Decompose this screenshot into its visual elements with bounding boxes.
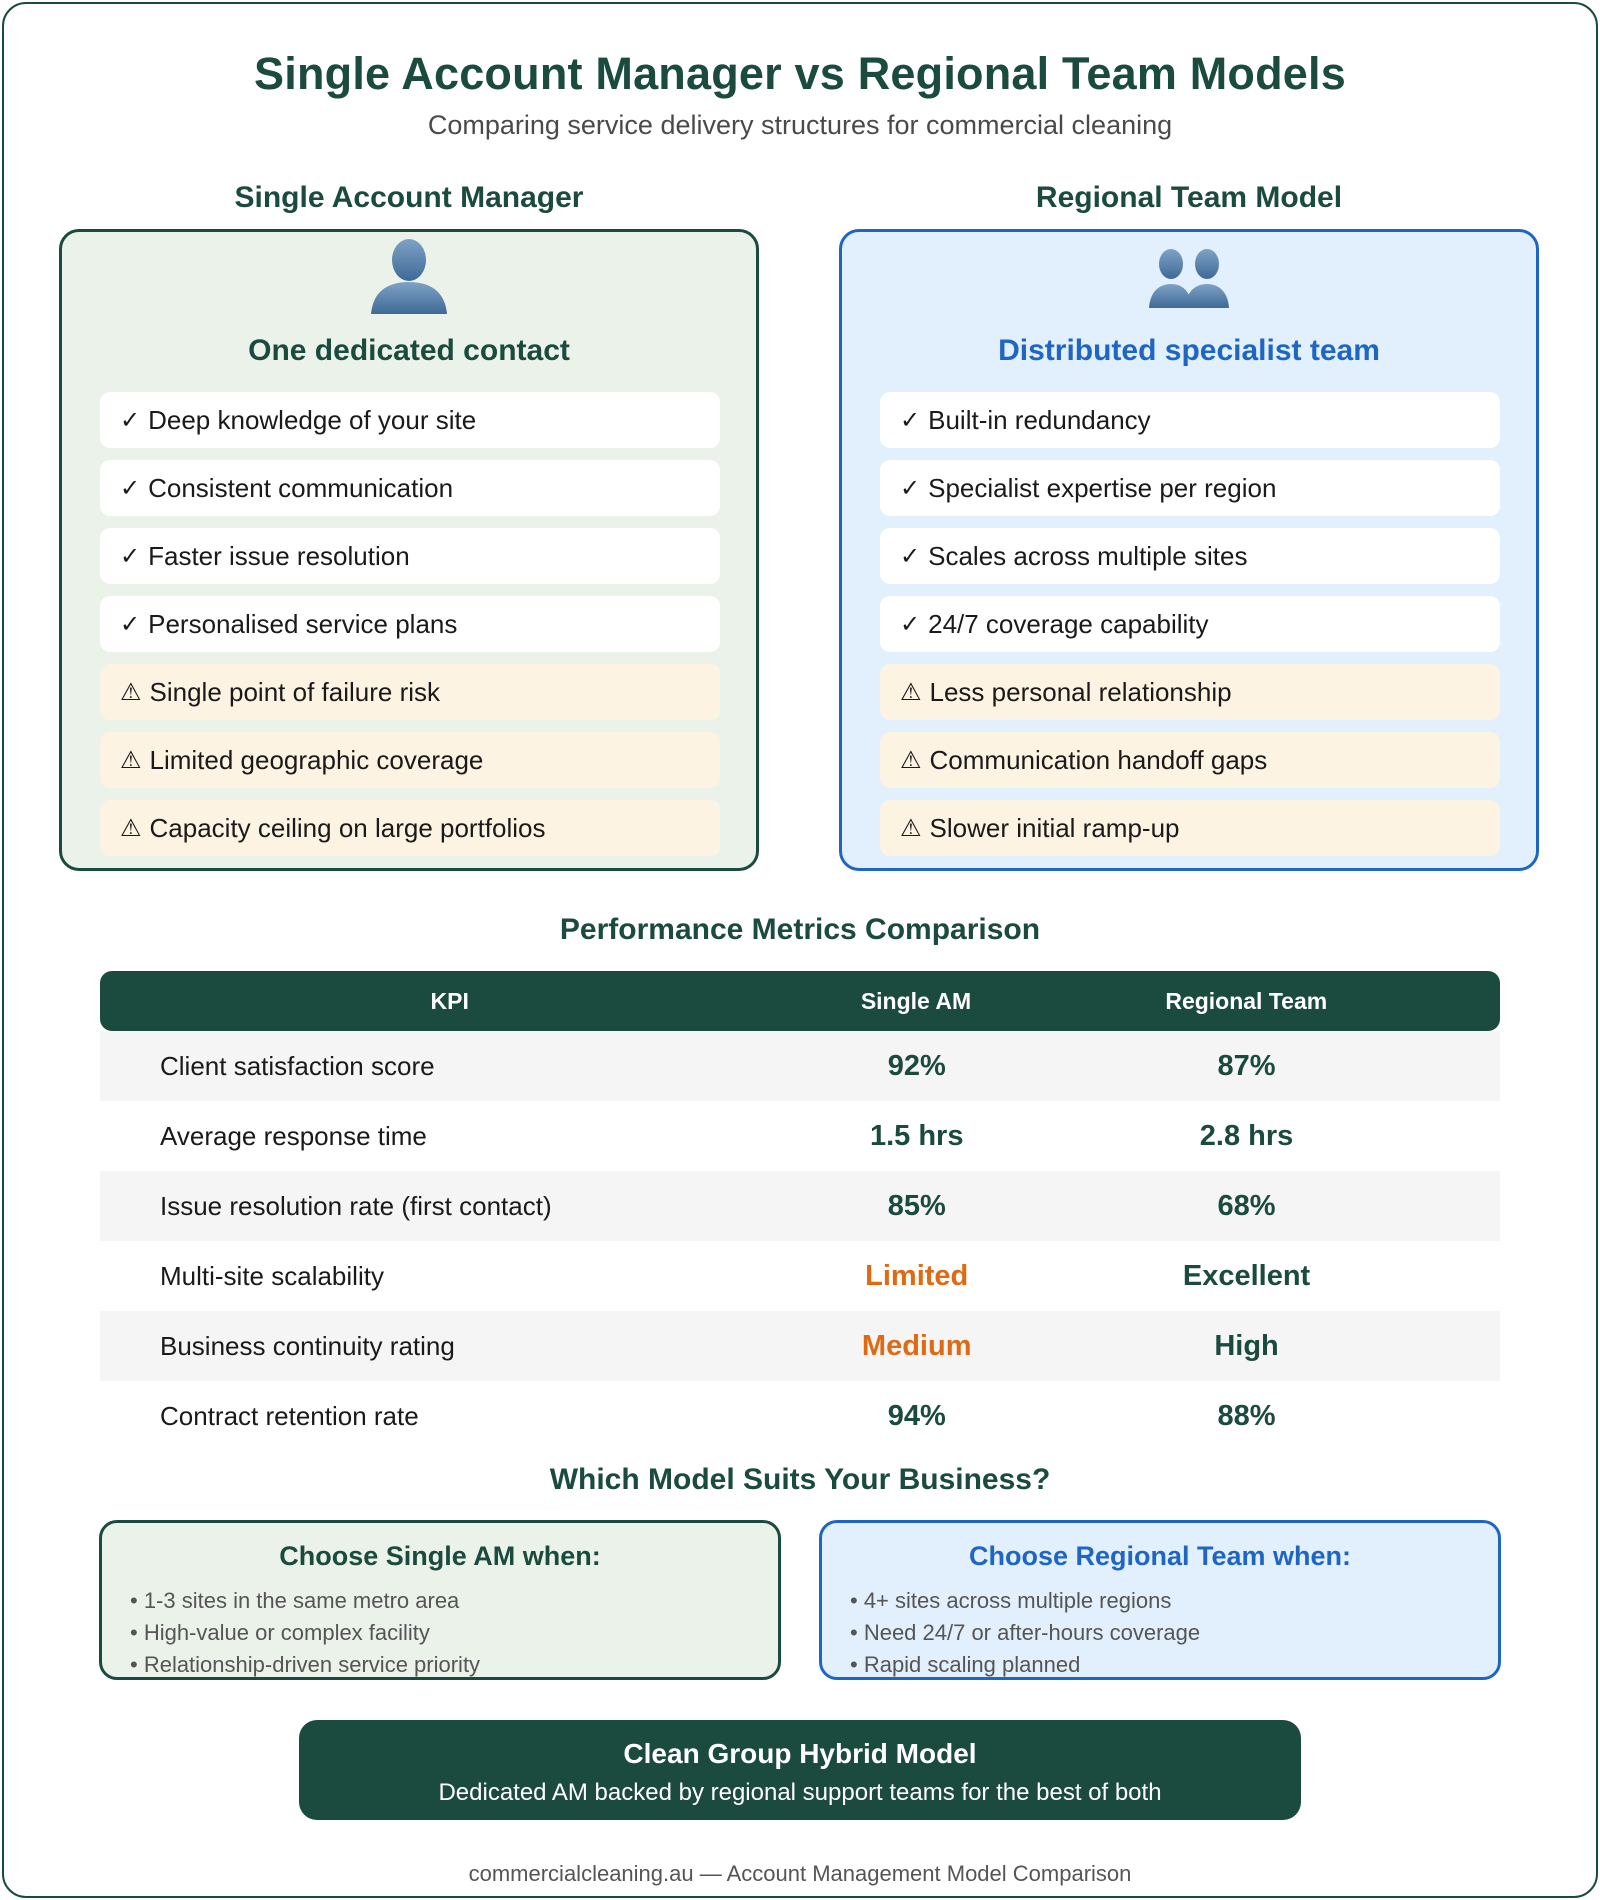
table-header [100, 971, 1500, 1031]
hybrid-model-title: Clean Group Hybrid Model [623, 1738, 977, 1769]
list-item: • Rapid scaling planned [850, 1652, 1081, 1677]
busts-in-silhouette-icon [842, 236, 1536, 316]
single-am-panel [59, 229, 759, 871]
footer-text: commercialcleaning.au — Account Management Model Comparison [468, 1861, 1132, 1886]
check-icon: ✓ [120, 542, 141, 570]
list-item: ⚠ Limited geographic coverage [100, 732, 720, 788]
regional-team-feature-list [880, 392, 1500, 868]
list-item: ⚠ Single point of failure risk [100, 664, 720, 720]
regional-team-tagline: Distributed specialist team [998, 334, 1380, 367]
warning-icon: ⚠ [900, 746, 922, 774]
regional-team-value: 87% [1217, 1049, 1276, 1082]
list-item: • 1-3 sites in the same metro area [130, 1588, 460, 1613]
column-header-single-am: Single AM [860, 987, 972, 1014]
list-item: ✓ Deep knowledge of your site [100, 392, 720, 448]
regional-team-panel [839, 229, 1539, 871]
single-am-value: Limited [865, 1259, 969, 1292]
list-item: • High-value or complex facility [130, 1620, 430, 1645]
list-item: • Need 24/7 or after-hours coverage [850, 1620, 1201, 1645]
list-item: ✓ 24/7 coverage capability [880, 596, 1500, 652]
kpi-cell: Multi-site scalability [160, 1260, 384, 1291]
single-am-heading: Single Account Manager [234, 181, 584, 214]
single-am-value: 85% [887, 1189, 946, 1222]
warning-icon: ⚠ [120, 678, 142, 706]
page-subtitle: Comparing service delivery structures for commercial cleaning [427, 110, 1173, 140]
table-row [100, 1241, 1500, 1311]
kpi-cell: Average response time [160, 1120, 427, 1151]
list-item: ⚠ Slower initial ramp-up [880, 800, 1500, 856]
check-icon: ✓ [900, 474, 921, 502]
single-am-value: 94% [887, 1399, 946, 1432]
list-item: ✓ Consistent communication [100, 460, 720, 516]
hybrid-model-subtitle: Dedicated AM backed by regional support teams for the best of both [438, 1779, 1162, 1806]
table-body [100, 1031, 1500, 1451]
suitability-heading: Which Model Suits Your Business? [549, 1463, 1051, 1496]
list-item: ⚠ Less personal relationship [880, 664, 1500, 720]
choose-single-am-list [130, 1585, 480, 1681]
check-icon: ✓ [900, 542, 921, 570]
choose-single-am-card [99, 1520, 781, 1680]
check-icon: ✓ [900, 406, 921, 434]
bust-in-silhouette-icon [62, 236, 756, 316]
metrics-table [100, 971, 1500, 1451]
list-item: ✓ Personalised service plans [100, 596, 720, 652]
regional-team-heading: Regional Team Model [1035, 181, 1343, 214]
list-item: ✓ Scales across multiple sites [880, 528, 1500, 584]
list-item: ⚠ Communication handoff gaps [880, 732, 1500, 788]
single-am-value: 1.5 hrs [869, 1119, 964, 1152]
single-am-value: 92% [887, 1049, 946, 1082]
warning-icon: ⚠ [900, 678, 922, 706]
regional-team-value: 88% [1217, 1399, 1276, 1432]
list-item: ✓ Built-in redundancy [880, 392, 1500, 448]
list-item: • 4+ sites across multiple regions [850, 1588, 1172, 1613]
check-icon: ✓ [120, 474, 141, 502]
metrics-heading: Performance Metrics Comparison [559, 913, 1041, 946]
column-header-regional-team: Regional Team [1165, 987, 1328, 1014]
table-row [100, 1381, 1500, 1451]
table-row [100, 1031, 1500, 1101]
check-icon: ✓ [120, 406, 141, 434]
choose-regional-team-card [819, 1520, 1501, 1680]
kpi-cell: Issue resolution rate (first contact) [160, 1190, 552, 1221]
warning-icon: ⚠ [120, 814, 142, 842]
single-am-value: Medium [861, 1329, 972, 1362]
table-row [100, 1311, 1500, 1381]
single-am-tagline: One dedicated contact [248, 334, 570, 367]
table-row [100, 1101, 1500, 1171]
list-item: ⚠ Capacity ceiling on large portfolios [100, 800, 720, 856]
regional-team-value: 68% [1217, 1189, 1276, 1222]
kpi-cell: Contract retention rate [160, 1400, 419, 1431]
single-am-feature-list [100, 392, 720, 868]
check-icon: ✓ [120, 610, 141, 638]
choose-regional-team-title: Choose Regional Team when: [968, 1541, 1352, 1571]
warning-icon: ⚠ [120, 746, 142, 774]
regional-team-value: High [1214, 1329, 1279, 1362]
table-row [100, 1171, 1500, 1241]
kpi-cell: Client satisfaction score [160, 1050, 435, 1081]
hybrid-model-banner [299, 1720, 1301, 1820]
list-item: ✓ Faster issue resolution [100, 528, 720, 584]
list-item: ✓ Specialist expertise per region [880, 460, 1500, 516]
regional-team-value: Excellent [1182, 1259, 1311, 1292]
choose-single-am-title: Choose Single AM when: [279, 1541, 601, 1571]
check-icon: ✓ [900, 610, 921, 638]
column-header-kpi: KPI [430, 987, 469, 1014]
regional-team-value: 2.8 hrs [1199, 1119, 1294, 1152]
warning-icon: ⚠ [900, 814, 922, 842]
page-title: Single Account Manager vs Regional Team Models [254, 48, 1346, 99]
kpi-cell: Business continuity rating [160, 1330, 455, 1361]
list-item: • Relationship-driven service priority [130, 1652, 481, 1677]
choose-regional-team-list [850, 1585, 1200, 1681]
